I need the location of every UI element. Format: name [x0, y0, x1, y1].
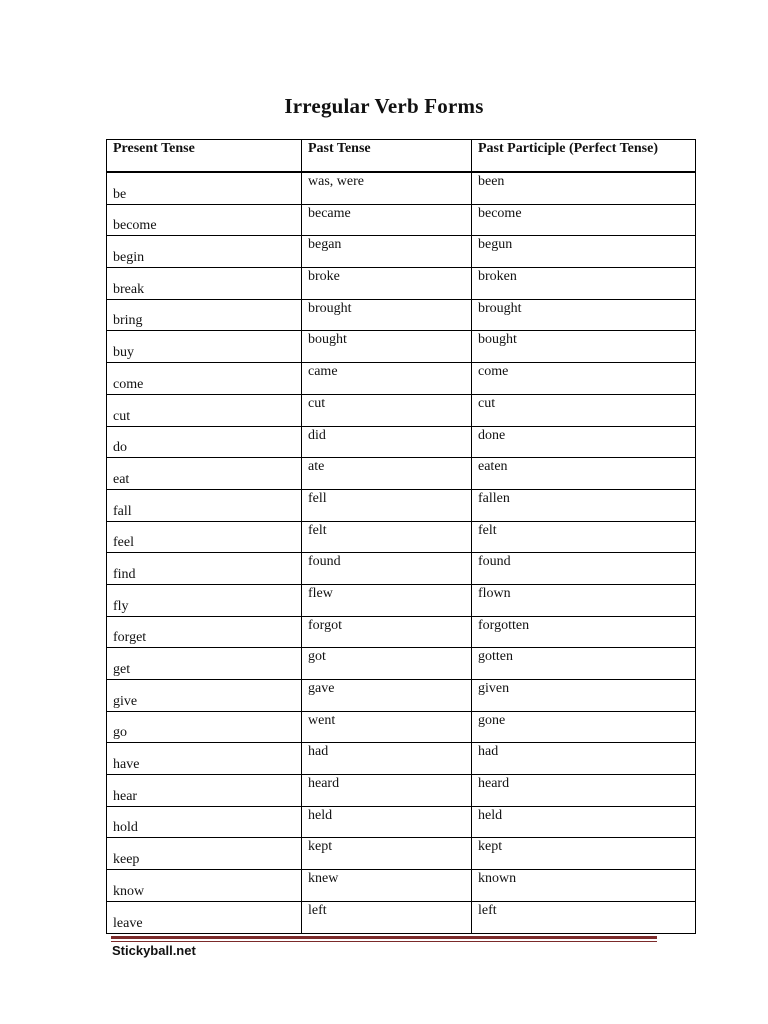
header-present-tense: Present Tense — [107, 140, 302, 173]
cell-participle: fallen — [472, 489, 696, 521]
cell-past: got — [302, 648, 472, 680]
table-row — [107, 204, 696, 236]
table-row — [107, 172, 696, 204]
cell-participle: broken — [472, 268, 696, 300]
footer-rule-thin — [111, 941, 657, 942]
cell-past: felt — [302, 521, 472, 553]
cell-past: came — [302, 363, 472, 395]
cell-present: eat — [107, 458, 302, 490]
table-row — [107, 458, 696, 490]
cell-present: buy — [107, 331, 302, 363]
cell-present: go — [107, 711, 302, 743]
header-past-participle: Past Participle (Perfect Tense) — [472, 140, 696, 173]
cell-present: hear — [107, 775, 302, 807]
cell-present: come — [107, 363, 302, 395]
table-row — [107, 489, 696, 521]
table-row — [107, 426, 696, 458]
cell-participle: had — [472, 743, 696, 775]
cell-present: break — [107, 268, 302, 300]
table-body — [107, 172, 696, 933]
cell-past: cut — [302, 394, 472, 426]
cell-present: feel — [107, 521, 302, 553]
cell-past: left — [302, 901, 472, 933]
page-title: Irregular Verb Forms — [284, 94, 484, 118]
cell-present: keep — [107, 838, 302, 870]
cell-present: fall — [107, 489, 302, 521]
table-row — [107, 870, 696, 902]
cell-past: became — [302, 204, 472, 236]
cell-past: broke — [302, 268, 472, 300]
header-past-tense: Past Tense — [302, 140, 472, 173]
cell-participle: begun — [472, 236, 696, 268]
cell-past: went — [302, 711, 472, 743]
cell-past: began — [302, 236, 472, 268]
cell-participle: found — [472, 553, 696, 585]
cell-past: ate — [302, 458, 472, 490]
table-row — [107, 775, 696, 807]
cell-past: was, were — [302, 172, 472, 204]
cell-past: kept — [302, 838, 472, 870]
cell-present: be — [107, 172, 302, 204]
verb-table — [106, 139, 696, 934]
cell-participle: bought — [472, 331, 696, 363]
table-row — [107, 363, 696, 395]
cell-participle: cut — [472, 394, 696, 426]
cell-past: forgot — [302, 616, 472, 648]
table-row — [107, 331, 696, 363]
footer-rule — [111, 936, 657, 939]
cell-participle: flown — [472, 584, 696, 616]
table-row — [107, 553, 696, 585]
cell-participle: felt — [472, 521, 696, 553]
cell-present: hold — [107, 806, 302, 838]
table-row — [107, 584, 696, 616]
cell-past: heard — [302, 775, 472, 807]
table-row — [107, 616, 696, 648]
cell-participle: been — [472, 172, 696, 204]
table-row — [107, 394, 696, 426]
table-header-row — [107, 140, 696, 173]
cell-participle: kept — [472, 838, 696, 870]
cell-participle: heard — [472, 775, 696, 807]
cell-present: get — [107, 648, 302, 680]
cell-present: give — [107, 680, 302, 712]
table-row — [107, 648, 696, 680]
cell-present: cut — [107, 394, 302, 426]
cell-past: did — [302, 426, 472, 458]
cell-past: fell — [302, 489, 472, 521]
cell-participle: forgotten — [472, 616, 696, 648]
cell-present: leave — [107, 901, 302, 933]
table-row — [107, 838, 696, 870]
cell-present: become — [107, 204, 302, 236]
table-row — [107, 236, 696, 268]
table-row — [107, 711, 696, 743]
cell-present: forget — [107, 616, 302, 648]
cell-past: found — [302, 553, 472, 585]
cell-participle: gotten — [472, 648, 696, 680]
cell-present: fly — [107, 584, 302, 616]
cell-past: gave — [302, 680, 472, 712]
table-row — [107, 268, 696, 300]
cell-present: do — [107, 426, 302, 458]
cell-participle: done — [472, 426, 696, 458]
table-row — [107, 299, 696, 331]
cell-participle: come — [472, 363, 696, 395]
cell-present: bring — [107, 299, 302, 331]
table-row — [107, 743, 696, 775]
cell-present: find — [107, 553, 302, 585]
cell-past: brought — [302, 299, 472, 331]
cell-participle: gone — [472, 711, 696, 743]
footer-site-name: Stickyball.net — [112, 943, 196, 958]
table-row — [107, 680, 696, 712]
table-row — [107, 521, 696, 553]
cell-past: bought — [302, 331, 472, 363]
cell-past: flew — [302, 584, 472, 616]
cell-present: know — [107, 870, 302, 902]
cell-participle: become — [472, 204, 696, 236]
table-row — [107, 901, 696, 933]
cell-participle: left — [472, 901, 696, 933]
cell-participle: held — [472, 806, 696, 838]
cell-participle: known — [472, 870, 696, 902]
cell-present: have — [107, 743, 302, 775]
cell-past: had — [302, 743, 472, 775]
cell-participle: given — [472, 680, 696, 712]
cell-participle: eaten — [472, 458, 696, 490]
table-row — [107, 806, 696, 838]
cell-present: begin — [107, 236, 302, 268]
cell-past: held — [302, 806, 472, 838]
cell-past: knew — [302, 870, 472, 902]
cell-participle: brought — [472, 299, 696, 331]
